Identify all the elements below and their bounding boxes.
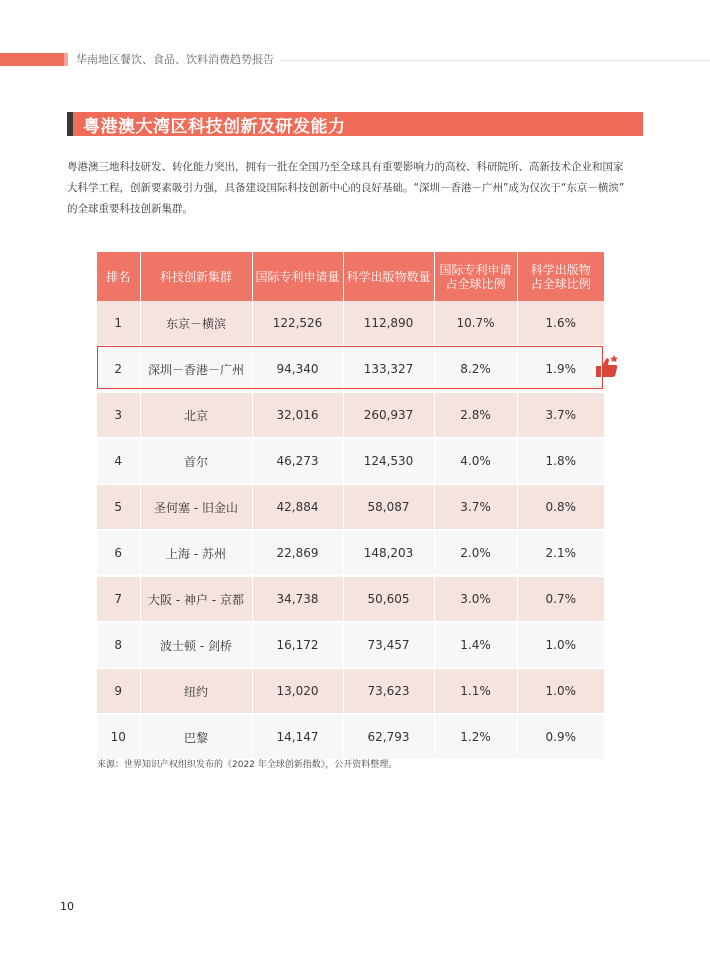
cell-publications: 73,623 [343, 668, 434, 714]
header-accent-bar-light [64, 53, 68, 66]
table-row [97, 301, 604, 346]
cell-patents: 34,738 [252, 576, 343, 622]
cell-pub-share: 1.9% [517, 346, 604, 392]
cell-pub-share: 2.1% [517, 530, 604, 576]
cell-patents: 16,172 [252, 622, 343, 668]
cluster-ranking-table [97, 252, 604, 761]
cell-cluster: 首尔 [140, 438, 252, 484]
cell-rank: 6 [97, 530, 140, 576]
cell-patents: 46,273 [252, 438, 343, 484]
section-title-bar [67, 112, 643, 136]
cell-rank: 9 [97, 668, 140, 714]
cell-cluster: 东京－横滨 [140, 301, 252, 346]
cell-cluster: 圣何塞 - 旧金山 [140, 484, 252, 530]
table-row [97, 484, 604, 530]
table-row [97, 346, 604, 392]
table-header-row [97, 252, 604, 301]
col-header-pub-share-line1: 科学出版物 [530, 262, 591, 277]
cell-rank: 4 [97, 438, 140, 484]
cell-cluster: 上海 - 苏州 [140, 530, 252, 576]
cell-patent-share: 1.4% [434, 622, 517, 668]
cell-patents: 94,340 [252, 346, 343, 392]
cell-rank: 2 [97, 346, 140, 392]
header-divider [280, 60, 710, 61]
cell-publications: 133,327 [343, 346, 434, 392]
col-header-patent-share [434, 252, 517, 301]
cell-patent-share: 1.2% [434, 714, 517, 760]
cell-patents: 32,016 [252, 392, 343, 438]
section-title-marker [67, 112, 73, 136]
table-row [97, 392, 604, 438]
cell-pub-share: 0.8% [517, 484, 604, 530]
col-header-pub-share-line2: 占全球比例 [530, 276, 591, 291]
cell-publications: 50,605 [343, 576, 434, 622]
cell-pub-share: 0.7% [517, 576, 604, 622]
cell-publications: 62,793 [343, 714, 434, 760]
cell-patents: 42,884 [252, 484, 343, 530]
cell-publications: 124,530 [343, 438, 434, 484]
section-title: 粤港澳大湾区科技创新及研发能力 [83, 116, 346, 137]
intro-line-1: 粤港澳三地科技研发、转化能力突出，拥有一批在全国乃至全球具有重要影响力的高校、科研院所、高新技术企业和国家 [67, 161, 624, 173]
cell-cluster: 深圳－香港－广州 [140, 346, 252, 392]
col-header-cluster: 科技创新集群 [140, 252, 252, 301]
cell-cluster: 波士顿 - 剑桥 [140, 622, 252, 668]
table-row [97, 576, 604, 622]
cell-publications: 73,457 [343, 622, 434, 668]
cell-publications: 260,937 [343, 392, 434, 438]
intro-line-2: 大科学工程，创新要素吸引力强，具备建设国际科技创新中心的良好基础。“深圳－香港－广州”成为仅次于“东京－横滨” [67, 182, 625, 194]
cell-patents: 22,869 [252, 530, 343, 576]
table-row [97, 622, 604, 668]
cell-patent-share: 3.0% [434, 576, 517, 622]
cell-pub-share: 1.0% [517, 668, 604, 714]
cell-patent-share: 10.7% [434, 301, 517, 346]
cell-rank: 3 [97, 392, 140, 438]
cell-patent-share: 8.2% [434, 346, 517, 392]
thumbs-up-icon [594, 354, 620, 380]
col-header-patent-share-line2: 占全球比例 [445, 276, 506, 291]
cell-publications: 112,890 [343, 301, 434, 346]
cell-cluster: 大阪 - 神户 - 京都 [140, 576, 252, 622]
cell-publications: 148,203 [343, 530, 434, 576]
col-header-rank: 排名 [97, 252, 140, 301]
cell-pub-share: 1.6% [517, 301, 604, 346]
table-row [97, 714, 604, 760]
cell-rank: 1 [97, 301, 140, 346]
table-row [97, 438, 604, 484]
cell-rank: 8 [97, 622, 140, 668]
cell-publications: 58,087 [343, 484, 434, 530]
col-header-patents: 国际专利申请量 [252, 252, 343, 301]
cell-pub-share: 1.0% [517, 622, 604, 668]
cell-patent-share: 1.1% [434, 668, 517, 714]
report-title: 华南地区餐饮、食品、饮料消费趋势报告 [76, 53, 274, 66]
cell-pub-share: 1.8% [517, 438, 604, 484]
cell-rank: 10 [97, 714, 140, 760]
cell-patents: 13,020 [252, 668, 343, 714]
header-accent-bar [0, 53, 64, 66]
cell-rank: 7 [97, 576, 140, 622]
cell-patents: 14,147 [252, 714, 343, 760]
cell-pub-share: 3.7% [517, 392, 604, 438]
table-row [97, 668, 604, 714]
cell-cluster: 巴黎 [140, 714, 252, 760]
col-header-patent-share-line1: 国际专利申请 [439, 262, 512, 277]
cell-patent-share: 4.0% [434, 438, 517, 484]
source-note: 来源：世界知识产权组织发布的《2022 年全球创新指数》，公开资料整理。 [97, 760, 398, 770]
col-header-pub-share [517, 252, 604, 301]
cell-cluster: 北京 [140, 392, 252, 438]
intro-paragraph [67, 157, 643, 220]
cell-patents: 122,526 [252, 301, 343, 346]
cell-patent-share: 2.8% [434, 392, 517, 438]
col-header-publications: 科学出版物数量 [343, 252, 434, 301]
cell-rank: 5 [97, 484, 140, 530]
cell-pub-share: 0.9% [517, 714, 604, 760]
cell-cluster: 纽约 [140, 668, 252, 714]
cell-patent-share: 2.0% [434, 530, 517, 576]
intro-line-3: 的全球重要科技创新集群。 [67, 203, 193, 215]
page-number: 10 [60, 900, 74, 913]
cell-patent-share: 3.7% [434, 484, 517, 530]
table-row [97, 530, 604, 576]
